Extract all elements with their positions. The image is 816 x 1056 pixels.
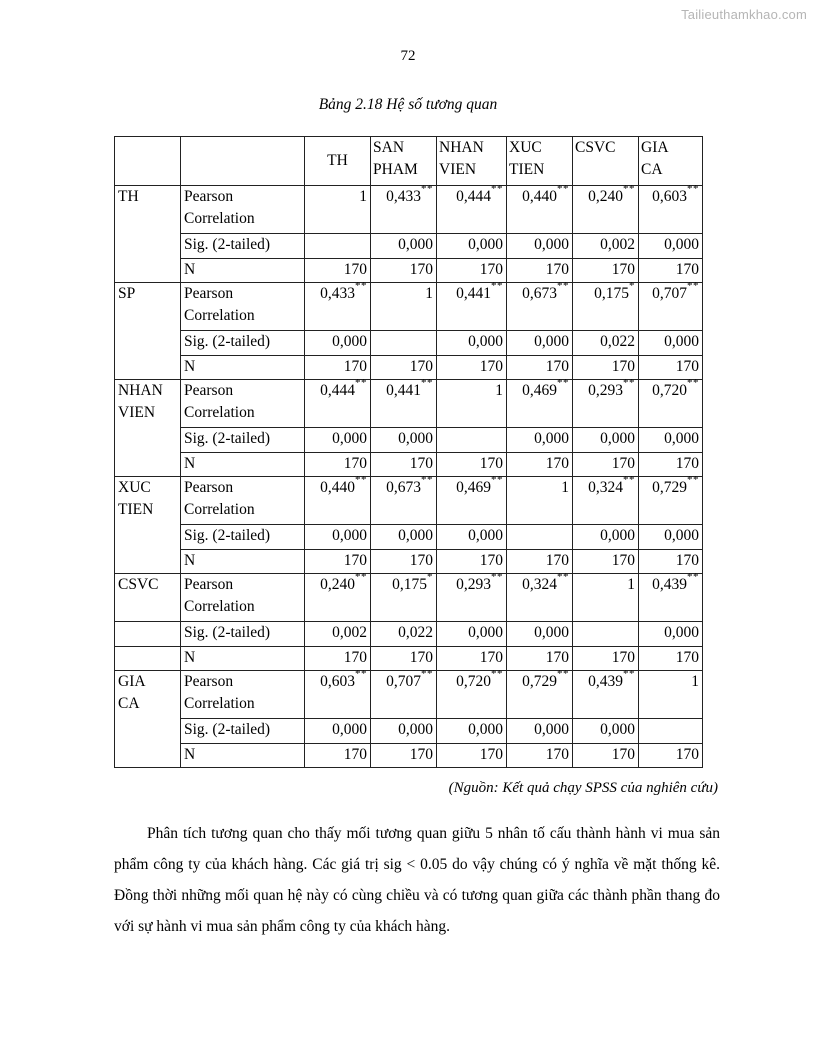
significance-marker: ** <box>557 182 569 195</box>
pearson-value-cell <box>371 667 437 719</box>
pearson-value-cell <box>437 279 507 331</box>
n-value-cell: 170 <box>437 356 507 380</box>
correlation-value: 0,469 <box>456 479 491 496</box>
pearson-value-cell <box>371 570 437 622</box>
sig-row <box>115 428 703 453</box>
correlation-value: 0,293 <box>588 382 623 399</box>
variable-name-line-1: GIA <box>118 673 146 690</box>
pearson-value-cell <box>437 473 507 525</box>
significance-marker: ** <box>557 279 569 292</box>
variable-name-cell <box>115 380 181 477</box>
correlation-value: 0,441 <box>386 382 421 399</box>
column-header-line-1: GIA <box>641 139 669 156</box>
stat-label-cell: N <box>181 453 305 477</box>
n-value-cell: 170 <box>371 647 437 671</box>
pearson-value-cell <box>371 376 437 428</box>
pearson-label-line-2: Correlation <box>184 695 255 712</box>
column-header <box>371 137 437 186</box>
significance-marker: ** <box>355 279 367 292</box>
sig-value-cell: 0,000 <box>305 331 371 356</box>
stat-label-cell <box>181 380 305 428</box>
pearson-value-cell <box>305 570 371 622</box>
variable-name-cell <box>115 671 181 768</box>
significance-marker: ** <box>491 667 503 680</box>
correlation-value: 0,240 <box>588 188 623 205</box>
n-value-cell: 170 <box>639 453 703 477</box>
stat-label-cell: Sig. (2-tailed) <box>181 719 305 744</box>
column-header-line-1: CSVC <box>575 139 616 156</box>
significance-marker: ** <box>491 570 503 583</box>
correlation-value: 0,603 <box>320 673 355 690</box>
n-value-cell: 170 <box>437 259 507 283</box>
column-header-line-2: TIEN <box>509 161 545 178</box>
stat-label-cell: Sig. (2-tailed) <box>181 234 305 259</box>
n-value-cell: 170 <box>371 259 437 283</box>
stat-label-cell <box>181 477 305 525</box>
significance-marker: ** <box>687 473 699 486</box>
correlation-value: 1 <box>561 479 569 496</box>
n-value-cell: 170 <box>305 647 371 671</box>
variable-name-line-1: SP <box>118 285 136 302</box>
pearson-label-line-2: Correlation <box>184 210 255 227</box>
correlation-value: 0,720 <box>652 382 687 399</box>
n-value-cell: 170 <box>639 259 703 283</box>
correlation-value: 0,324 <box>522 576 557 593</box>
pearson-value-cell <box>573 667 639 719</box>
n-value-cell: 170 <box>639 356 703 380</box>
pearson-label-line-2: Correlation <box>184 501 255 518</box>
n-value-cell: 170 <box>573 550 639 574</box>
significance-marker: ** <box>557 667 569 680</box>
pearson-value-cell <box>437 570 507 622</box>
significance-marker: ** <box>421 667 433 680</box>
n-row <box>115 259 703 283</box>
pearson-label-line-2: Correlation <box>184 598 255 615</box>
n-value-cell: 170 <box>507 550 573 574</box>
sig-row <box>115 234 703 259</box>
pearson-label-line-1: Pearson <box>184 188 234 205</box>
n-value-cell: 170 <box>305 744 371 768</box>
sig-value-cell: 0,000 <box>573 719 639 744</box>
pearson-row <box>115 671 703 719</box>
n-value-cell: 170 <box>639 744 703 768</box>
header-stat-cell <box>181 137 305 186</box>
pearson-value-cell <box>371 473 437 525</box>
significance-marker: ** <box>687 376 699 389</box>
n-value-cell: 170 <box>573 356 639 380</box>
pearson-value-cell <box>305 279 371 331</box>
variable-name-cell <box>115 283 181 380</box>
pearson-value-cell <box>573 182 639 234</box>
significance-marker: ** <box>421 182 433 195</box>
n-value-cell: 170 <box>639 550 703 574</box>
sig-value-cell: 0,000 <box>639 234 703 259</box>
n-row <box>115 647 703 671</box>
sig-value-cell <box>371 331 437 356</box>
sig-value-cell: 0,022 <box>371 622 437 647</box>
pearson-value-cell <box>639 376 703 428</box>
pearson-value-cell <box>305 667 371 719</box>
sig-value-cell: 0,000 <box>437 234 507 259</box>
pearson-label-line-1: Pearson <box>184 382 234 399</box>
pearson-row <box>115 283 703 331</box>
variable-name-line-1: CSVC <box>118 576 159 593</box>
correlation-value: 1 <box>425 285 433 302</box>
column-header <box>507 137 573 186</box>
sig-value-cell <box>507 525 573 550</box>
n-value-cell: 170 <box>437 744 507 768</box>
header-row <box>115 137 703 186</box>
sig-value-cell: 0,000 <box>371 719 437 744</box>
n-row <box>115 550 703 574</box>
n-value-cell: 170 <box>305 453 371 477</box>
significance-marker: ** <box>623 667 635 680</box>
n-value-cell: 170 <box>573 453 639 477</box>
correlation-value: 0,240 <box>320 576 355 593</box>
column-header <box>573 137 639 186</box>
significance-marker: ** <box>623 376 635 389</box>
sig-value-cell: 0,000 <box>507 234 573 259</box>
body-paragraph: Phân tích tương quan cho thấy mối tương quan giữu 5 nhân tố cấu thành hành vi mua sản phẩm công ty của khách hàng. Các giá trị sig < 0.05 do vậy chúng có ý nghĩa về mặt thống kê. Đồng thời những mối quan hệ này có cùng chiều và có tương quan giữa các thành phần thang đo với sự hành vi mua sản phẩm công ty của khách hàng. <box>114 825 720 935</box>
correlation-value: 0,440 <box>320 479 355 496</box>
pearson-value-cell <box>437 667 507 719</box>
pearson-value-cell <box>305 376 371 428</box>
correlation-value: 0,720 <box>456 673 491 690</box>
stat-label-cell: Sig. (2-tailed) <box>181 428 305 453</box>
pearson-value-cell <box>507 279 573 331</box>
significance-marker: * <box>629 279 635 292</box>
pearson-label-line-1: Pearson <box>184 576 234 593</box>
pearson-value-cell <box>507 182 573 234</box>
correlation-value: 0,439 <box>652 576 687 593</box>
stat-label-cell: N <box>181 647 305 671</box>
variable-name-cell-empty <box>115 622 181 647</box>
sig-value-cell: 0,000 <box>573 525 639 550</box>
n-value-cell: 170 <box>573 647 639 671</box>
pearson-value-cell <box>371 283 437 331</box>
n-value-cell: 170 <box>507 356 573 380</box>
sig-value-cell <box>573 622 639 647</box>
sig-value-cell: 0,000 <box>639 331 703 356</box>
pearson-value-cell <box>371 182 437 234</box>
pearson-value-cell <box>437 182 507 234</box>
watermark: Tailieuthamkhao.com <box>681 7 807 22</box>
pearson-label-line-1: Pearson <box>184 285 234 302</box>
pearson-value-cell <box>305 186 371 234</box>
pearson-label-line-1: Pearson <box>184 479 234 496</box>
correlation-value: 1 <box>359 188 367 205</box>
sig-row <box>115 331 703 356</box>
correlation-value: 0,444 <box>456 188 491 205</box>
pearson-value-cell <box>507 570 573 622</box>
pearson-value-cell <box>507 376 573 428</box>
sig-value-cell: 0,000 <box>371 525 437 550</box>
correlation-value: 0,729 <box>522 673 557 690</box>
stat-label-cell <box>181 671 305 719</box>
pearson-row <box>115 477 703 525</box>
n-value-cell: 170 <box>305 550 371 574</box>
sig-value-cell: 0,000 <box>507 719 573 744</box>
pearson-value-cell <box>639 182 703 234</box>
sig-row <box>115 622 703 647</box>
pearson-value-cell <box>437 380 507 428</box>
sig-value-cell: 0,000 <box>437 331 507 356</box>
column-header <box>305 137 371 186</box>
significance-marker: ** <box>557 570 569 583</box>
sig-value-cell: 0,000 <box>507 622 573 647</box>
stat-label-cell: N <box>181 550 305 574</box>
correlation-value: 0,433 <box>386 188 421 205</box>
variable-name-line-2: CA <box>118 695 140 712</box>
correlation-value: 0,324 <box>588 479 623 496</box>
n-value-cell: 170 <box>639 647 703 671</box>
stat-label-cell: N <box>181 259 305 283</box>
stat-label-cell <box>181 283 305 331</box>
n-value-cell: 170 <box>437 647 507 671</box>
n-row <box>115 744 703 768</box>
variable-name-cell <box>115 186 181 283</box>
pearson-row <box>115 380 703 428</box>
significance-marker: ** <box>491 182 503 195</box>
n-row <box>115 356 703 380</box>
source-note: (Nguồn: Kết quả chạy SPSS của nghiên cứu) <box>448 780 718 796</box>
correlation-value: 0,707 <box>652 285 687 302</box>
stat-label-cell: Sig. (2-tailed) <box>181 331 305 356</box>
significance-marker: ** <box>355 570 367 583</box>
pearson-row <box>115 186 703 234</box>
column-header-line-1: XUC <box>509 139 542 156</box>
variable-name-cell-empty <box>115 647 181 671</box>
variable-name-line-1: TH <box>118 188 139 205</box>
variable-name-line-2: VIEN <box>118 404 156 421</box>
column-header-line-2: VIEN <box>439 161 477 178</box>
correlation-value: 0,673 <box>386 479 421 496</box>
header-corner-cell <box>115 137 181 186</box>
stat-label-cell <box>181 574 305 622</box>
stat-label-cell <box>181 186 305 234</box>
sig-value-cell: 0,000 <box>305 428 371 453</box>
sig-row <box>115 719 703 744</box>
variable-name-line-1: NHAN <box>118 382 163 399</box>
correlation-value: 0,293 <box>456 576 491 593</box>
sig-value-cell <box>639 719 703 744</box>
correlation-value: 0,673 <box>522 285 557 302</box>
sig-value-cell: 0,000 <box>437 525 507 550</box>
stat-label-cell: Sig. (2-tailed) <box>181 622 305 647</box>
n-value-cell: 170 <box>573 744 639 768</box>
sig-value-cell: 0,000 <box>437 622 507 647</box>
significance-marker: ** <box>421 376 433 389</box>
sig-value-cell: 0,022 <box>573 331 639 356</box>
n-value-cell: 170 <box>573 259 639 283</box>
sig-value-cell: 0,000 <box>371 428 437 453</box>
sig-value-cell <box>305 234 371 259</box>
correlation-value: 1 <box>495 382 503 399</box>
n-value-cell: 170 <box>507 259 573 283</box>
pearson-value-cell <box>573 574 639 622</box>
correlation-value: 0,444 <box>320 382 355 399</box>
n-value-cell: 170 <box>507 647 573 671</box>
sig-value-cell: 0,000 <box>371 234 437 259</box>
n-value-cell: 170 <box>437 550 507 574</box>
column-header-label: TH <box>327 152 348 169</box>
significance-marker: ** <box>491 279 503 292</box>
n-value-cell: 170 <box>507 744 573 768</box>
stat-label-cell: N <box>181 744 305 768</box>
n-value-cell: 170 <box>305 356 371 380</box>
pearson-label-line-1: Pearson <box>184 673 234 690</box>
n-value-cell: 170 <box>371 453 437 477</box>
significance-marker: ** <box>687 182 699 195</box>
significance-marker: ** <box>687 570 699 583</box>
correlation-value: 0,707 <box>386 673 421 690</box>
sig-value-cell: 0,000 <box>437 719 507 744</box>
n-value-cell: 170 <box>371 550 437 574</box>
sig-value-cell: 0,000 <box>639 428 703 453</box>
correlation-table <box>114 136 703 768</box>
correlation-value: 0,441 <box>456 285 491 302</box>
stat-label-cell: N <box>181 356 305 380</box>
correlation-value: 0,603 <box>652 188 687 205</box>
correlation-value: 1 <box>691 673 699 690</box>
n-value-cell: 170 <box>305 259 371 283</box>
significance-marker: ** <box>557 376 569 389</box>
significance-marker: ** <box>355 667 367 680</box>
significance-marker: * <box>427 570 433 583</box>
sig-value-cell: 0,000 <box>507 428 573 453</box>
sig-value-cell: 0,000 <box>305 719 371 744</box>
sig-row <box>115 525 703 550</box>
correlation-value: 0,433 <box>320 285 355 302</box>
sig-value-cell: 0,000 <box>507 331 573 356</box>
significance-marker: ** <box>355 376 367 389</box>
pearson-value-cell <box>573 473 639 525</box>
pearson-label-line-2: Correlation <box>184 307 255 324</box>
n-row <box>115 453 703 477</box>
stat-label-cell: Sig. (2-tailed) <box>181 525 305 550</box>
significance-marker: ** <box>491 473 503 486</box>
significance-marker: ** <box>687 279 699 292</box>
n-value-cell: 170 <box>437 453 507 477</box>
pearson-row <box>115 574 703 622</box>
sig-value-cell <box>437 428 507 453</box>
correlation-value: 0,175 <box>392 576 427 593</box>
sig-value-cell: 0,002 <box>305 622 371 647</box>
significance-marker: ** <box>421 473 433 486</box>
pearson-value-cell <box>573 376 639 428</box>
pearson-value-cell <box>639 671 703 719</box>
correlation-value: 0,729 <box>652 479 687 496</box>
column-header-line-2: CA <box>641 161 663 178</box>
correlation-value: 1 <box>627 576 635 593</box>
n-value-cell: 170 <box>371 744 437 768</box>
column-header-line-2: PHAM <box>373 161 418 178</box>
significance-marker: ** <box>623 182 635 195</box>
variable-name-line-2: TIEN <box>118 501 154 518</box>
n-value-cell: 170 <box>371 356 437 380</box>
pearson-value-cell <box>573 279 639 331</box>
pearson-value-cell <box>639 279 703 331</box>
pearson-value-cell <box>639 473 703 525</box>
correlation-value: 0,439 <box>588 673 623 690</box>
significance-marker: ** <box>623 473 635 486</box>
column-header-line-1: NHAN <box>439 139 484 156</box>
pearson-value-cell <box>507 477 573 525</box>
pearson-label-line-2: Correlation <box>184 404 255 421</box>
correlation-value: 0,440 <box>522 188 557 205</box>
column-header <box>639 137 703 186</box>
variable-name-cell <box>115 574 181 622</box>
correlation-value: 0,175 <box>594 285 629 302</box>
sig-value-cell: 0,002 <box>573 234 639 259</box>
column-header-line-1: SAN <box>373 139 405 156</box>
significance-marker: ** <box>355 473 367 486</box>
column-header <box>437 137 507 186</box>
page-number: 72 <box>400 48 416 64</box>
sig-value-cell: 0,000 <box>573 428 639 453</box>
pearson-value-cell <box>507 667 573 719</box>
variable-name-line-1: XUC <box>118 479 151 496</box>
pearson-value-cell <box>639 570 703 622</box>
sig-value-cell: 0,000 <box>639 622 703 647</box>
pearson-value-cell <box>305 473 371 525</box>
table-caption: Bảng 2.18 Hệ số tương quan <box>318 96 498 113</box>
sig-value-cell: 0,000 <box>639 525 703 550</box>
variable-name-cell <box>115 477 181 574</box>
n-value-cell: 170 <box>507 453 573 477</box>
sig-value-cell: 0,000 <box>305 525 371 550</box>
correlation-value: 0,469 <box>522 382 557 399</box>
